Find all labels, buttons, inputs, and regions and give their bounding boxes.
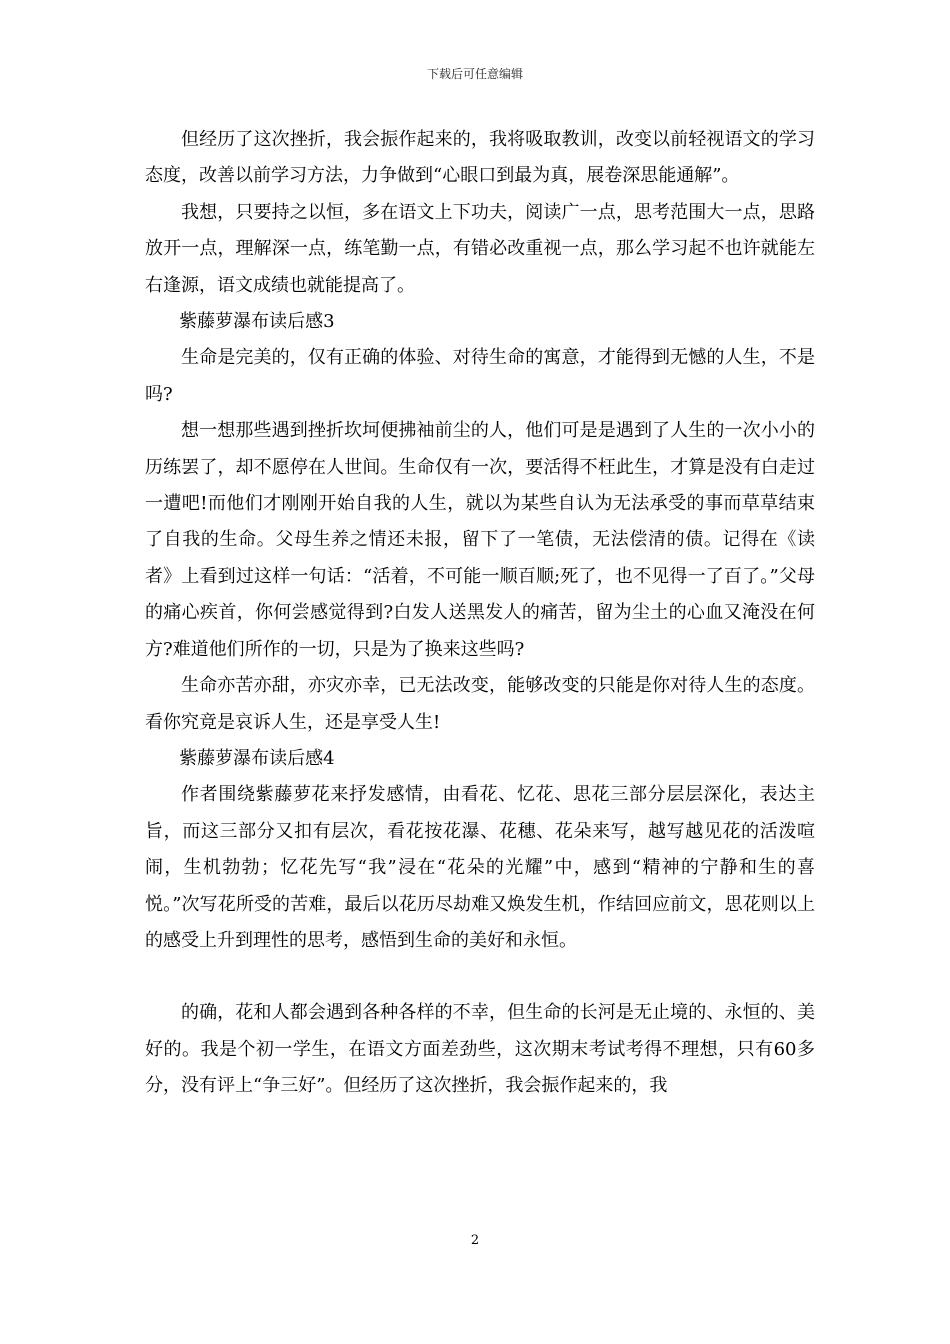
section-heading: 紫藤萝瀑布读后感3 — [179, 311, 335, 333]
body-paragraph: 生命亦苦亦甜，亦灾亦幸，已无法改变，能够改变的只能是你对待人生的态度。看你究竟是哀诉人生，还是享受人生! — [145, 675, 815, 733]
body-paragraph: 但经历了这次挫折，我会振作起来的，我将吸取教训，改变以前轻视语文的学习态度，改善以前学习方法，力争做到“心眼口到最为真，展卷深思能通解”。 — [145, 129, 815, 187]
body-paragraph: 我想，只要持之以恒，多在语文上下功夫，阅读广一点，思考范围大一点，思路放开一点，理解深一点，练笔勤一点，有错必改重视一点，那么学习起不也许就能左右逢源，语文成绩也就能提高了。 — [145, 201, 815, 296]
page-header: 下载后可任意编辑 — [426, 67, 523, 81]
document-body — [145, 122, 815, 1105]
body-paragraph: 的确，花和人都会遇到各种各样的不幸，但生命的长河是无止境的、永恒的、美好的。我是个初一学生，在语文方面差劲些，这次期末考试考得不理想，只有60多分，没有评上“争三好”。但经历了这次挫折，我会振作起来的，我 — [145, 1002, 815, 1097]
section-heading: 紫藤萝瀑布读后感4 — [179, 747, 335, 769]
body-paragraph: 作者围绕紫藤萝花来抒发感情，由看花、忆花、思花三部分层层深化，表达主旨，而这三部分又扣有层次，看花按花瀑、花穗、花朵来写，越写越见花的活泼喧闹，生机勃勃；忆花先写“我”浸在“花朵的光耀”中，感到“精神的宁静和生的喜悦。”次写花所受的苦难，最后以花历尽劫难又焕发生机，作结回应前文，思花则以上的感受上升到理性的思考，感悟到生命的美好和永恒。 — [145, 784, 815, 951]
body-paragraph: 生命是完美的，仅有正确的体验、对待生命的寓意，才能得到无憾的人生，不是吗? — [145, 347, 815, 405]
page-number: 2 — [470, 1233, 480, 1248]
body-paragraph: 想一想那些遇到挫折坎坷便拂袖前尘的人，他们可是是遇到了人生的一次小小的历练罢了，却不愿停在人世间。生命仅有一次，要活得不枉此生，才算是没有白走过一遭吧!而他们才刚刚开始自我的人生，就以为某些自认为无法承受的事而草草结束了自我的生命。父母生养之情还未报，留下了一笔债，无法偿清的债。记得在《读者》上看到过这样一句话：“活着，不可能一顺百顺;死了，也不见得一了百了。”父母的痛心疾首，你何尝感觉得到?白发人送黑发人的痛苦，留为尘土的心血又淹没在何方?难道他们所作的一切，只是为了换来这些吗? — [145, 420, 815, 660]
